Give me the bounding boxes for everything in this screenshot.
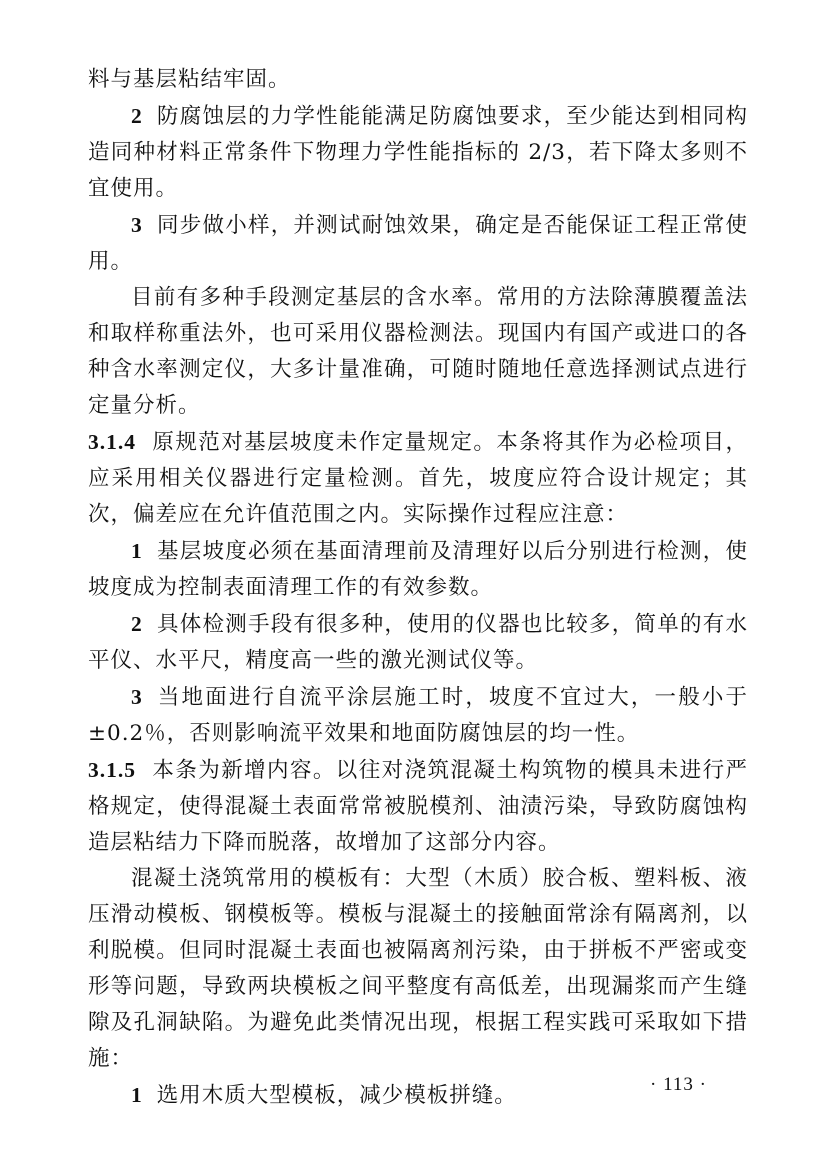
- item-number: 1: [131, 539, 143, 563]
- paragraph-text: 目前有多种手段测定基层的含水率。常用的方法除薄膜覆盖法和取样称重法外，也可采用仪器检测法。现国内有国产或进口的各种含水率测定仪，大多计量准确，可随时随地任意选择测试点进行定量分析。: [88, 285, 748, 418]
- document-body: [88, 62, 748, 1114]
- paragraph-text: 选用木质大型模板，减少模板拼缝。: [156, 1083, 517, 1108]
- paragraph-text: 当地面进行自流平涂层施工时，坡度不宜过大，一般小于±0.2％，否则影响流平效果和地面防腐蚀层的均一性。: [88, 685, 748, 746]
- paragraph: [88, 861, 748, 1077]
- list-item: [88, 98, 748, 207]
- item-number: 3: [131, 213, 143, 237]
- item-number: 1: [131, 1083, 143, 1107]
- paragraph-text: 防腐蚀层的力学性能能满足防腐蚀要求，至少能达到相同构造同种材料正常条件下物理力学性能指标的 2/3，若下降太多则不宜使用。: [88, 104, 748, 201]
- paragraph-text: 本条为新增内容。以往对浇筑混凝土构筑物的模具未进行严格规定，使得混凝土表面常常被脱模剂、油渍污染，导致防腐蚀构造层粘结力下降而脱落，故增加了这部分内容。: [88, 758, 748, 855]
- paragraph-text: 原规范对基层坡度未作定量规定。本条将其作为必检项目，应采用相关仪器进行定量检测。首先，坡度应符合设计规定；其次，偏差应在允许值范围之内。实际操作过程应注意：: [88, 430, 748, 527]
- list-item: [88, 207, 748, 280]
- list-item: [88, 533, 748, 606]
- clause-paragraph: [88, 424, 748, 533]
- paragraph-text: 同步做小样，并测试耐蚀效果，确定是否能保证工程正常使用。: [88, 213, 748, 274]
- list-item: [88, 679, 748, 752]
- item-number: 2: [131, 104, 143, 128]
- clause-paragraph: [88, 752, 748, 861]
- list-item: [88, 606, 748, 679]
- item-number: 3: [131, 685, 143, 709]
- paragraph-text: 具体检测手段有很多种，使用的仪器也比较多，简单的有水平仪、水平尺，精度高一些的激光测试仪等。: [88, 612, 748, 673]
- clause-number: 3.1.4: [88, 430, 136, 454]
- item-number: 2: [131, 612, 143, 636]
- paragraph-text: 料与基层粘结牢固。: [88, 67, 291, 92]
- list-item: [88, 1077, 748, 1114]
- paragraph-text: 基层坡度必须在基面清理前及清理好以后分别进行检测，使坡度成为控制表面清理工作的有效参数。: [88, 539, 748, 600]
- paragraph-text: 混凝土浇筑常用的模板有：大型（木质）胶合板、塑料板、液压滑动模板、钢模板等。模板与混凝土的接触面常涂有隔离剂，以利脱模。但同时混凝土表面也被隔离剂污染，由于拼板不严密或变形等问题，导致两块模板之间平整度有高低差，出现漏浆而产生缝隙及孔洞缺陷。为避免此类情况出现，根据工程实践可采取如下措施：: [88, 866, 748, 1071]
- clause-number: 3.1.5: [88, 758, 136, 782]
- page-number: · 113 ·: [650, 1074, 707, 1095]
- paragraph: [88, 280, 748, 424]
- paragraph-continuation: [88, 62, 748, 98]
